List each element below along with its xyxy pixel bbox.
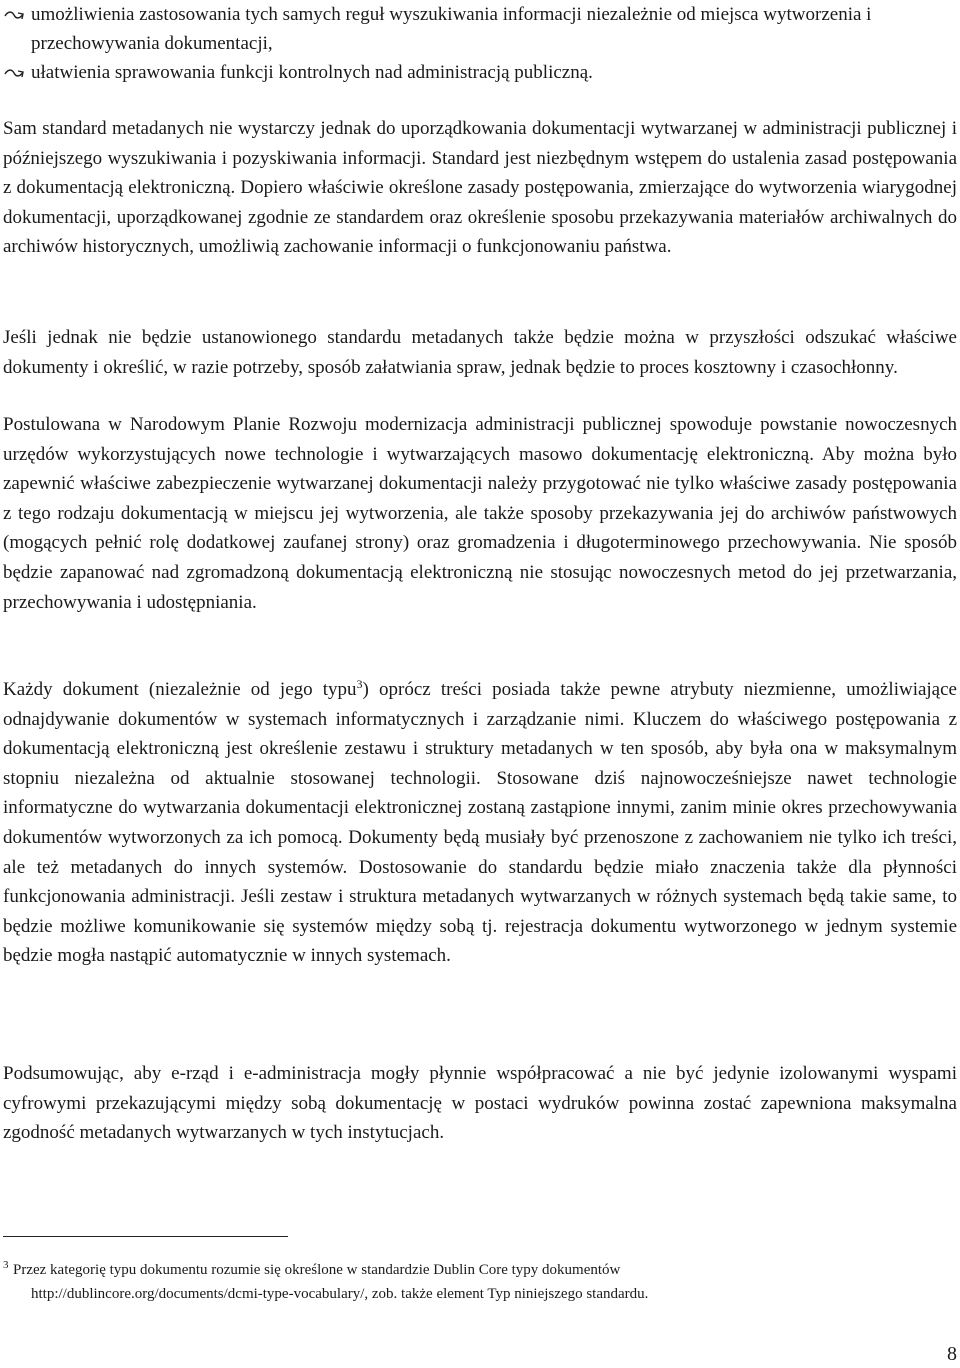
bullet-list — [3, 0, 957, 87]
paragraph: Postulowana w Narodowym Planie Rozwoju modernizacja administracji publicznej spowoduje powstanie nowoczesnych urzędów wykorzystujących nowe technologie i wytwarzających masowo dokumentację elektroniczną. Aby można było zapewnić właściwe zabezpieczenie wytwarzanej dokumentacji należy przygotować nie tylko właściwe zasady postępowania z tego rodzaju dokumentacją w miejscu jej wytworzenia, ale także sposoby przekazywania jej do archiwów państwowych (mogących pełnić rolę dodatkowej zaufanej strony) oraz gromadzenia i długoterminowego przechowywania. Nie sposób będzie zapanować nad zgromadzoną dokumentacją elektroniczną nie stosując nowoczesnych metod do jej przetwarzania, przechowywania i udostępniania. — [3, 414, 957, 613]
footnote-link[interactable]: http://dublincore.org/documents/dcmi-type-vocabulary/, zob. także element Typ niniejszego standardu. — [31, 1286, 649, 1302]
paragraph-text: ) oprócz treści posiada także pewne atrybuty niezmienne, umożliwiające odnajdywanie dokumentów w systemach informatycznych i zarządzanie nimi. Kluczem do właściwego postępowania z dokumentacją elektroniczną jest określenie zestawu i struktury metadanych w ten sposób, aby była ona w maksymalnym stopniu niezależna od aktualnie stosowanej technologii. Stosowane dziś najnowocześniejsze nawet technologie informatyczne do wytwarzania dokumentacji elektronicznej zostaną zastąpione innymi, zanim minie okres przechowywania dokumentów wytworzonych za ich pomocą. Dokumenty będą musiały być przenoszone z zachowaniem nie tylko ich treści, ale też metadanych do innych systemów. Dostosowanie do standardu będzie miało znaczenia także dla płynności funkcjonowania administracji. Jeśli zestaw i struktura metadanych wytwarzanych w różnych systemach będą takie same, to będzie możliwe komunikowanie się systemów między sobą tj. rejestracja dokumentu wytworzonego w jednym systemie będzie mogła nastąpić automatycznie w innych systemach. — [3, 679, 957, 967]
paragraph-text: Każdy dokument (niezależnie od jego typu — [3, 679, 357, 700]
footnote-text: Przez kategorię typu dokumentu rozumie się określone w standardzie Dublin Core typy dokumentów — [13, 1262, 621, 1278]
paragraph: Podsumowując, aby e-rząd i e-administracja mogły płynnie współpracować a nie być jedynie izolowanymi wyspami cyfrowymi przekazującymi między sobą dokumentację w postaci wydruków powinna zostać zapewniona maksymalna zgodność metadanych wytwarzanych w tych instytucjach. — [3, 1063, 957, 1144]
paragraph: Jeśli jednak nie będzie ustanowionego standardu metadanych także będzie można w przyszłości odszukać właściwe dokumenty i określić, w razie potrzeby, sposób załatwiania spraw, jednak będzie to proces kosztowny i czasochłonny. — [3, 327, 957, 378]
footnote-ref[interactable]: 3 — [356, 677, 363, 691]
list-item — [3, 58, 957, 87]
page-number: 8 — [947, 1343, 957, 1365]
bullet-text: umożliwienia zastosowania tych samych reguł wyszukiwania informacji niezależnie od miejsca wytworzenia i przechowywania dokumentacji, — [31, 4, 872, 54]
bullet-text: ułatwienia sprawowania funkcji kontrolnych nad administracją publiczną. — [31, 62, 593, 83]
footnote-separator — [3, 1236, 288, 1237]
footnote-mark: 3 — [3, 1259, 9, 1271]
paragraph: Sam standard metadanych nie wystarczy jednak do uporządkowania dokumentacji wytwarzanej w administracji publicznej i późniejszego wyszukiwania i pozyskiwania informacji. Standard jest niezbędnym wstępem do ustalenia zasad postępowania z dokumentacją elektroniczną. Dopiero właściwie określone zasady postępowania, zmierzające do wytworzenia wiarygodnej dokumentacji, uporządkowanej zgodnie ze standardem oraz określenie sposobu przekazywania materiałów archiwalnych do archiwów historycznych, umożliwią zachowanie informacji o funkcjonowaniu państwa. — [3, 118, 957, 258]
curly-arrow-bullet-icon — [3, 0, 27, 29]
footnote — [3, 1258, 903, 1306]
curly-arrow-bullet-icon — [3, 58, 27, 87]
paragraph — [3, 675, 957, 971]
list-item — [3, 0, 957, 58]
